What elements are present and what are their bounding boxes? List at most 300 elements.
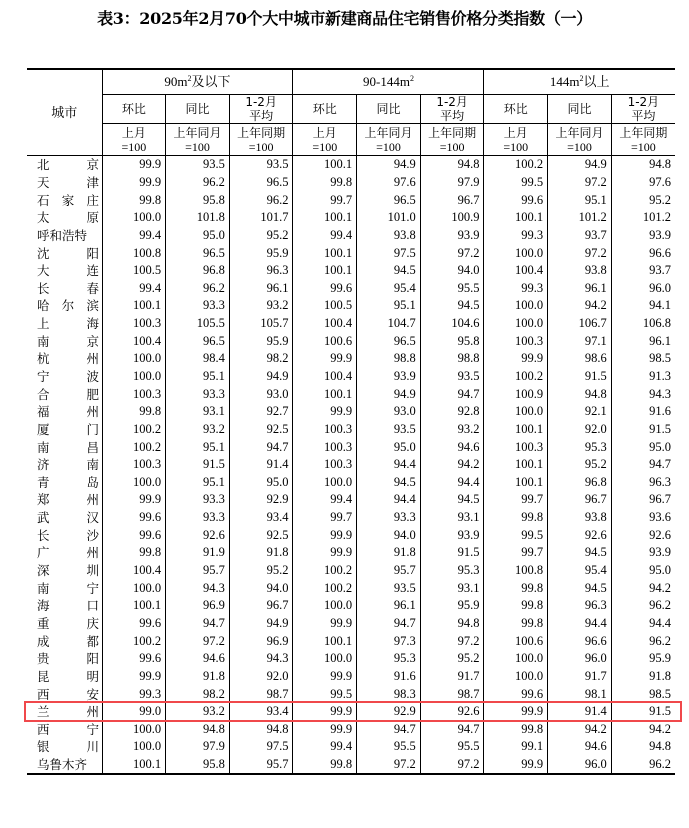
index-value: 95.7 xyxy=(357,562,421,580)
index-value: 92.8 xyxy=(420,403,484,421)
table-row xyxy=(27,209,675,227)
city-cell xyxy=(27,421,102,439)
index-value: 94.5 xyxy=(420,297,484,315)
city-cell xyxy=(27,474,102,492)
city-name: 天津 xyxy=(37,174,99,190)
index-value: 91.5 xyxy=(166,456,230,474)
city-name: 济南 xyxy=(37,457,99,473)
index-value: 94.7 xyxy=(357,721,421,739)
index-value: 93.2 xyxy=(420,421,484,439)
table-row xyxy=(27,332,675,350)
index-value: 95.3 xyxy=(357,650,421,668)
index-value: 94.8 xyxy=(229,721,293,739)
index-value: 95.4 xyxy=(548,562,612,580)
index-value: 96.6 xyxy=(548,632,612,650)
city-cell xyxy=(27,156,102,174)
index-value: 99.8 xyxy=(484,509,548,527)
index-value: 99.6 xyxy=(102,650,166,668)
base-header xyxy=(484,124,548,156)
metric-header xyxy=(357,95,421,124)
index-value: 93.3 xyxy=(166,509,230,527)
index-value: 95.5 xyxy=(420,279,484,297)
index-value: 100.4 xyxy=(484,262,548,280)
index-value: 99.7 xyxy=(293,191,357,209)
index-value: 100.0 xyxy=(102,350,166,368)
index-value: 106.7 xyxy=(548,315,612,333)
index-value: 96.5 xyxy=(357,332,421,350)
index-value: 92.9 xyxy=(229,491,293,509)
index-value: 106.8 xyxy=(611,315,675,333)
index-value: 99.9 xyxy=(293,544,357,562)
index-value: 96.2 xyxy=(166,279,230,297)
table-row xyxy=(27,544,675,562)
index-value: 97.5 xyxy=(357,244,421,262)
index-value: 94.5 xyxy=(548,544,612,562)
index-value: 94.7 xyxy=(420,385,484,403)
index-value: 100.1 xyxy=(102,756,166,775)
metric-header xyxy=(102,95,166,124)
table-row xyxy=(27,650,675,668)
index-value: 91.9 xyxy=(166,544,230,562)
base-header xyxy=(611,124,675,156)
index-value: 94.9 xyxy=(229,615,293,633)
index-value: 93.5 xyxy=(166,156,230,174)
city-cell xyxy=(27,227,102,245)
index-value: 101.7 xyxy=(229,209,293,227)
city-name: 宁波 xyxy=(37,369,99,384)
city-name: 沈阳 xyxy=(37,245,99,261)
index-value: 98.5 xyxy=(611,685,675,703)
base-header xyxy=(420,124,484,156)
index-value: 91.6 xyxy=(611,403,675,421)
index-value: 96.6 xyxy=(611,244,675,262)
city-cell xyxy=(27,297,102,315)
index-value: 95.2 xyxy=(611,191,675,209)
index-value: 96.2 xyxy=(611,756,675,775)
index-value: 93.7 xyxy=(548,227,612,245)
index-value: 96.9 xyxy=(166,597,230,615)
index-value: 95.8 xyxy=(166,191,230,209)
index-value: 100.0 xyxy=(102,721,166,739)
index-value: 93.9 xyxy=(420,227,484,245)
index-value: 98.8 xyxy=(357,350,421,368)
city-name: 大连 xyxy=(37,263,99,279)
index-value: 97.6 xyxy=(357,174,421,192)
index-value: 100.6 xyxy=(484,632,548,650)
index-value: 100.0 xyxy=(484,668,548,686)
city-cell xyxy=(27,262,102,280)
index-value: 95.5 xyxy=(357,738,421,756)
city-cell xyxy=(27,632,102,650)
index-value: 96.3 xyxy=(548,597,612,615)
metric-label: 同比 xyxy=(185,102,210,116)
index-value: 95.1 xyxy=(166,474,230,492)
city-cell xyxy=(27,703,102,721)
index-value: 95.9 xyxy=(229,332,293,350)
city-name: 武汉 xyxy=(37,510,99,526)
metric-label-2: 平均 xyxy=(440,109,465,123)
index-value: 94.0 xyxy=(357,526,421,544)
index-value: 94.7 xyxy=(229,438,293,456)
index-value: 99.5 xyxy=(293,685,357,703)
index-value: 99.4 xyxy=(102,279,166,297)
base-header xyxy=(229,124,293,156)
city-cell xyxy=(27,174,102,192)
index-value: 97.2 xyxy=(548,244,612,262)
index-value: 100.0 xyxy=(484,403,548,421)
index-value: 99.9 xyxy=(293,721,357,739)
index-value: 99.9 xyxy=(293,403,357,421)
city-name: 上海 xyxy=(37,316,99,332)
index-value: 100.1 xyxy=(484,474,548,492)
index-value: 91.8 xyxy=(611,668,675,686)
city-name: 兰州 xyxy=(37,704,99,720)
index-value: 99.8 xyxy=(293,756,357,775)
index-value: 100.3 xyxy=(102,456,166,474)
base-value: =100 xyxy=(185,139,210,154)
index-value: 99.8 xyxy=(484,721,548,739)
index-value: 93.2 xyxy=(166,421,230,439)
index-value: 98.6 xyxy=(548,350,612,368)
base-label: 上年同期 xyxy=(428,125,477,140)
index-value: 91.8 xyxy=(357,544,421,562)
index-value: 93.4 xyxy=(229,703,293,721)
index-value: 96.7 xyxy=(420,191,484,209)
index-value: 94.6 xyxy=(420,438,484,456)
index-value: 94.5 xyxy=(548,579,612,597)
group-label-pre: 90-144m xyxy=(363,74,410,89)
index-value: 96.5 xyxy=(166,332,230,350)
index-value: 98.3 xyxy=(357,685,421,703)
index-value: 93.4 xyxy=(229,509,293,527)
index-value: 94.8 xyxy=(420,615,484,633)
city-name: 郑州 xyxy=(37,492,99,508)
index-value: 91.5 xyxy=(611,703,675,721)
index-value: 96.2 xyxy=(611,597,675,615)
city-name: 成都 xyxy=(37,633,99,649)
price-index-table xyxy=(27,68,675,775)
index-value: 93.3 xyxy=(166,491,230,509)
city-name: 太原 xyxy=(37,210,99,226)
city-name: 呼和浩特 xyxy=(37,227,88,243)
index-value: 93.6 xyxy=(611,509,675,527)
index-value: 95.7 xyxy=(229,756,293,775)
index-value: 95.0 xyxy=(229,474,293,492)
index-value: 97.2 xyxy=(420,756,484,775)
index-value: 97.2 xyxy=(166,632,230,650)
index-value: 95.0 xyxy=(166,227,230,245)
index-value: 100.4 xyxy=(102,562,166,580)
table-row xyxy=(27,756,675,775)
index-value: 99.7 xyxy=(484,544,548,562)
index-value: 94.1 xyxy=(611,297,675,315)
index-value: 91.5 xyxy=(611,421,675,439)
index-value: 93.7 xyxy=(611,262,675,280)
index-value: 91.6 xyxy=(357,668,421,686)
metric-label: 环比 xyxy=(121,102,146,116)
index-value: 94.7 xyxy=(166,615,230,633)
index-value: 99.3 xyxy=(484,227,548,245)
table-row xyxy=(27,456,675,474)
index-value: 99.4 xyxy=(293,227,357,245)
city-cell xyxy=(27,279,102,297)
metric-header xyxy=(611,95,675,124)
index-value: 100.3 xyxy=(293,421,357,439)
index-value: 99.3 xyxy=(102,685,166,703)
index-value: 99.5 xyxy=(484,526,548,544)
index-value: 105.5 xyxy=(166,315,230,333)
index-value: 93.8 xyxy=(548,509,612,527)
index-value: 92.1 xyxy=(548,403,612,421)
group-label-sup: 2 xyxy=(579,74,584,83)
index-value: 104.6 xyxy=(420,315,484,333)
index-value: 96.7 xyxy=(229,597,293,615)
city-cell xyxy=(27,491,102,509)
index-value: 99.6 xyxy=(102,615,166,633)
table-row xyxy=(27,438,675,456)
index-value: 95.2 xyxy=(229,562,293,580)
index-value: 100.1 xyxy=(293,156,357,174)
table-row xyxy=(27,227,675,245)
index-value: 94.8 xyxy=(611,156,675,174)
index-value: 92.5 xyxy=(229,421,293,439)
index-value: 93.1 xyxy=(166,403,230,421)
index-value: 95.9 xyxy=(229,244,293,262)
index-value: 94.8 xyxy=(611,738,675,756)
city-cell xyxy=(27,685,102,703)
table-title: 表3：2025年2月70个大中城市新建商品住宅销售价格分类指数（一） xyxy=(97,9,592,28)
index-value: 91.7 xyxy=(548,668,612,686)
table-row xyxy=(27,174,675,192)
base-label: 上年同期 xyxy=(237,125,286,140)
index-value: 96.8 xyxy=(166,262,230,280)
metric-label: 1-2月 xyxy=(436,95,468,109)
group-label-sup: 2 xyxy=(409,74,414,83)
base-label: 上年同月 xyxy=(555,125,604,140)
index-value: 100.1 xyxy=(484,209,548,227)
index-value: 99.5 xyxy=(484,174,548,192)
index-value: 104.7 xyxy=(357,315,421,333)
index-value: 100.0 xyxy=(484,650,548,668)
index-value: 91.5 xyxy=(420,544,484,562)
city-cell xyxy=(27,385,102,403)
index-value: 96.3 xyxy=(229,262,293,280)
base-label: 上月 xyxy=(312,125,337,140)
index-value: 100.2 xyxy=(102,632,166,650)
index-value: 94.4 xyxy=(548,615,612,633)
city-name: 南京 xyxy=(37,333,99,349)
index-value: 94.7 xyxy=(420,721,484,739)
city-cell xyxy=(27,615,102,633)
index-value: 97.6 xyxy=(611,174,675,192)
index-value: 92.6 xyxy=(166,526,230,544)
city-cell xyxy=(27,509,102,527)
metric-label: 环比 xyxy=(503,102,528,116)
base-value: =100 xyxy=(121,139,147,154)
city-name: 海口 xyxy=(37,598,99,614)
index-value: 93.9 xyxy=(611,227,675,245)
index-value: 99.4 xyxy=(293,738,357,756)
city-cell xyxy=(27,438,102,456)
index-value: 96.3 xyxy=(611,474,675,492)
metric-header xyxy=(420,95,484,124)
index-value: 93.9 xyxy=(611,544,675,562)
index-value: 94.9 xyxy=(357,156,421,174)
index-value: 99.8 xyxy=(102,191,166,209)
index-value: 94.3 xyxy=(166,579,230,597)
index-value: 94.2 xyxy=(611,579,675,597)
table-row xyxy=(27,721,675,739)
index-value: 101.2 xyxy=(548,209,612,227)
index-value: 100.3 xyxy=(484,332,548,350)
metric-label: 1-2月 xyxy=(627,95,660,109)
base-value: =100 xyxy=(439,139,465,154)
index-value: 100.1 xyxy=(293,262,357,280)
index-value: 91.3 xyxy=(611,368,675,386)
city-name: 深圳 xyxy=(37,563,99,579)
group-label-pre: 144m xyxy=(549,74,580,89)
index-value: 99.9 xyxy=(484,350,548,368)
city-name: 青岛 xyxy=(37,474,99,490)
index-value: 96.2 xyxy=(611,632,675,650)
base-value: =100 xyxy=(312,139,338,154)
base-header xyxy=(102,124,166,156)
table-row xyxy=(27,685,675,703)
index-value: 100.4 xyxy=(102,332,166,350)
index-value: 95.1 xyxy=(357,297,421,315)
index-value: 100.1 xyxy=(293,244,357,262)
index-value: 98.4 xyxy=(166,350,230,368)
index-value: 92.6 xyxy=(420,703,484,721)
index-value: 95.1 xyxy=(548,191,612,209)
index-value: 95.0 xyxy=(611,562,675,580)
table-row xyxy=(27,350,675,368)
index-value: 96.1 xyxy=(611,332,675,350)
index-value: 99.4 xyxy=(293,491,357,509)
index-value: 93.8 xyxy=(357,227,421,245)
table-row xyxy=(27,244,675,262)
index-value: 99.7 xyxy=(484,491,548,509)
index-value: 94.7 xyxy=(611,456,675,474)
index-value: 99.9 xyxy=(293,668,357,686)
index-value: 98.2 xyxy=(229,350,293,368)
index-value: 94.5 xyxy=(357,262,421,280)
index-value: 100.3 xyxy=(102,315,166,333)
index-value: 97.2 xyxy=(420,244,484,262)
index-value: 92.0 xyxy=(548,421,612,439)
table-row xyxy=(27,421,675,439)
index-value: 94.3 xyxy=(229,650,293,668)
index-value: 99.9 xyxy=(484,756,548,775)
index-value: 94.9 xyxy=(229,368,293,386)
index-value: 93.3 xyxy=(166,385,230,403)
index-value: 99.9 xyxy=(293,703,357,721)
city-cell xyxy=(27,597,102,615)
table-row xyxy=(27,474,675,492)
index-value: 99.7 xyxy=(293,509,357,527)
base-header xyxy=(166,124,230,156)
index-value: 92.5 xyxy=(229,526,293,544)
index-value: 100.1 xyxy=(293,209,357,227)
index-value: 93.2 xyxy=(166,703,230,721)
index-value: 93.0 xyxy=(357,403,421,421)
group-label-sup: 2 xyxy=(187,74,192,83)
index-value: 96.5 xyxy=(229,174,293,192)
index-value: 94.8 xyxy=(548,385,612,403)
index-value: 100.1 xyxy=(293,385,357,403)
index-value: 94.9 xyxy=(548,156,612,174)
metric-header xyxy=(548,95,612,124)
index-value: 94.2 xyxy=(420,456,484,474)
index-value: 97.2 xyxy=(548,174,612,192)
index-value: 99.4 xyxy=(102,227,166,245)
index-value: 100.0 xyxy=(484,297,548,315)
index-value: 97.5 xyxy=(229,738,293,756)
index-value: 92.6 xyxy=(611,526,675,544)
index-value: 93.5 xyxy=(229,156,293,174)
index-value: 91.8 xyxy=(229,544,293,562)
index-value: 94.2 xyxy=(611,721,675,739)
index-value: 100.3 xyxy=(102,385,166,403)
index-value: 100.4 xyxy=(293,315,357,333)
index-value: 100.1 xyxy=(484,421,548,439)
city-name: 广州 xyxy=(37,545,99,561)
index-value: 96.1 xyxy=(548,279,612,297)
city-name: 长春 xyxy=(37,280,99,296)
index-value: 98.5 xyxy=(611,350,675,368)
metric-label: 同比 xyxy=(376,102,401,116)
group-label-post: 以上 xyxy=(583,74,610,89)
index-value: 100.1 xyxy=(102,297,166,315)
index-value: 92.6 xyxy=(548,526,612,544)
index-value: 100.3 xyxy=(484,438,548,456)
index-value: 94.0 xyxy=(229,579,293,597)
index-value: 99.6 xyxy=(293,279,357,297)
base-value: =100 xyxy=(248,139,274,154)
table-row xyxy=(27,297,675,315)
city-cell xyxy=(27,191,102,209)
index-value: 99.3 xyxy=(484,279,548,297)
index-value: 91.4 xyxy=(229,456,293,474)
metric-header xyxy=(293,95,357,124)
index-value: 95.1 xyxy=(166,438,230,456)
index-value: 93.9 xyxy=(357,368,421,386)
index-value: 97.9 xyxy=(420,174,484,192)
base-header xyxy=(548,124,612,156)
index-value: 99.8 xyxy=(484,597,548,615)
index-value: 99.6 xyxy=(102,526,166,544)
city-cell xyxy=(27,579,102,597)
index-value: 105.7 xyxy=(229,315,293,333)
index-value: 96.9 xyxy=(229,632,293,650)
city-cell xyxy=(27,721,102,739)
city-column-header: 城市 xyxy=(27,69,102,156)
base-value: =100 xyxy=(376,139,401,154)
base-label: 上月 xyxy=(503,125,528,140)
index-value: 100.0 xyxy=(484,315,548,333)
index-value: 96.0 xyxy=(548,756,612,775)
index-value: 95.0 xyxy=(357,438,421,456)
city-name: 厦门 xyxy=(37,421,99,437)
base-value: =100 xyxy=(503,139,529,154)
index-value: 100.6 xyxy=(293,332,357,350)
index-value: 95.7 xyxy=(166,562,230,580)
city-cell xyxy=(27,562,102,580)
table-row xyxy=(27,491,675,509)
city-cell xyxy=(27,368,102,386)
index-value: 91.4 xyxy=(548,703,612,721)
index-value: 96.0 xyxy=(548,650,612,668)
